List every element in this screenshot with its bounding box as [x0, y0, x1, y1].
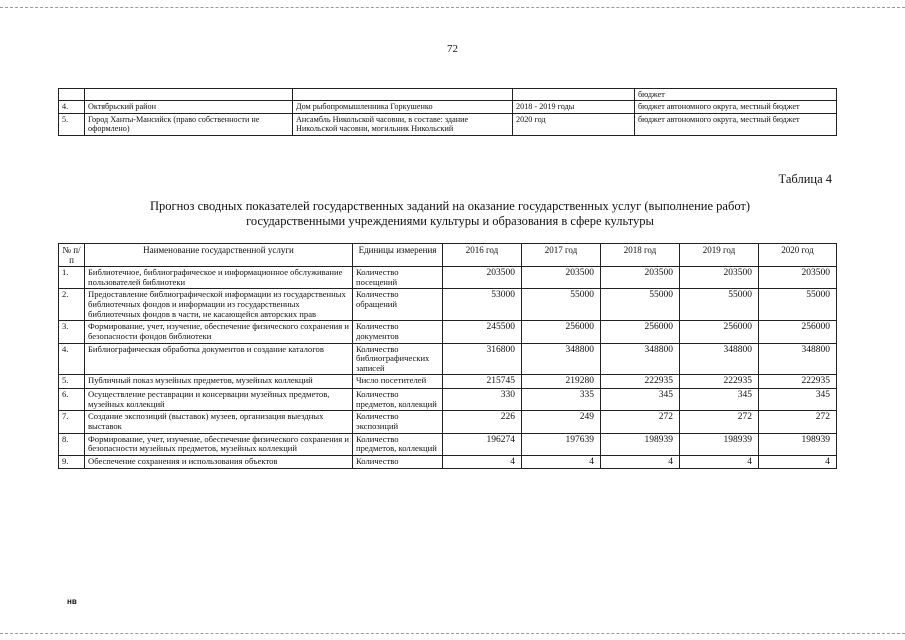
year-value: 4 [522, 455, 601, 469]
object-name [293, 89, 513, 101]
period: 2020 год [513, 113, 635, 135]
row-number: 7. [59, 411, 85, 433]
year-value: 272 [680, 411, 759, 433]
year-value: 198939 [680, 433, 759, 455]
row-number: 5. [59, 113, 85, 135]
year-value: 272 [759, 411, 837, 433]
year-value: 348800 [522, 343, 601, 375]
continuation-row [59, 113, 837, 135]
year-value: 272 [601, 411, 680, 433]
year-value: 222935 [601, 375, 680, 389]
year-value: 245500 [443, 321, 522, 343]
year-value: 53000 [443, 289, 522, 321]
year-value: 316800 [443, 343, 522, 375]
table-row [59, 375, 837, 389]
header-year: 2017 год [522, 244, 601, 267]
page-bottom-edge [0, 633, 905, 634]
unit-of-measure: Количество предметов, коллекций [353, 433, 443, 455]
table-title [60, 199, 840, 229]
year-value: 345 [759, 389, 837, 411]
year-value: 4 [601, 455, 680, 469]
year-value: 222935 [680, 375, 759, 389]
year-value: 348800 [680, 343, 759, 375]
object-name: Дом рыбопромышленника Горкушенко [293, 101, 513, 113]
row-number: 4. [59, 343, 85, 375]
row-number: 9. [59, 455, 85, 469]
year-value: 335 [522, 389, 601, 411]
header-unit: Единицы измерения [353, 244, 443, 267]
year-value: 55000 [522, 289, 601, 321]
year-value: 348800 [759, 343, 837, 375]
year-value: 256000 [759, 321, 837, 343]
year-value: 226 [443, 411, 522, 433]
unit-of-measure: Количество документов [353, 321, 443, 343]
header-row [59, 244, 837, 267]
row-number: 5. [59, 375, 85, 389]
year-value: 197639 [522, 433, 601, 455]
year-value: 256000 [522, 321, 601, 343]
year-value: 55000 [680, 289, 759, 321]
service-name: Публичный показ музейных предметов, музейных коллекций [85, 375, 353, 389]
service-name: Осуществление реставрации и консервации музейных предметов, музейных коллекций [85, 389, 353, 411]
year-value: 203500 [680, 267, 759, 289]
row-number: 4. [59, 101, 85, 113]
year-value: 203500 [601, 267, 680, 289]
year-value: 203500 [443, 267, 522, 289]
year-value: 256000 [601, 321, 680, 343]
year-value: 345 [680, 389, 759, 411]
unit-of-measure: Количество [353, 455, 443, 469]
table-row [59, 289, 837, 321]
year-value: 55000 [759, 289, 837, 321]
unit-of-measure: Количество обращений [353, 289, 443, 321]
continuation-table [58, 88, 837, 136]
period [513, 89, 635, 101]
funding-source: бюджет [635, 89, 837, 101]
header-year: 2019 год [680, 244, 759, 267]
unit-of-measure: Количество библиографических записей [353, 343, 443, 375]
continuation-row [59, 101, 837, 113]
continuation-row [59, 89, 837, 101]
year-value: 198939 [759, 433, 837, 455]
row-number: 2. [59, 289, 85, 321]
year-value: 196274 [443, 433, 522, 455]
table-row [59, 321, 837, 343]
year-value: 249 [522, 411, 601, 433]
page-top-edge [0, 7, 905, 8]
header-num: № п/п [59, 244, 85, 267]
year-value: 203500 [759, 267, 837, 289]
service-name: Библиографическая обработка документов и создание каталогов [85, 343, 353, 375]
table-label: Таблица 4 [778, 172, 832, 186]
row-number: 3. [59, 321, 85, 343]
year-value: 55000 [601, 289, 680, 321]
row-number: 1. [59, 267, 85, 289]
table-row [59, 411, 837, 433]
table-row [59, 267, 837, 289]
service-name: Обеспечение сохранения и использования объектов [85, 455, 353, 469]
district-name: Город Ханты-Мансийск (право собственности не оформлено) [85, 113, 293, 135]
footer-code: нв [67, 597, 77, 606]
year-value: 222935 [759, 375, 837, 389]
header-year: 2018 год [601, 244, 680, 267]
service-name: Формирование, учет, изучение, обеспечение физического сохранения и безопасности музейных предметов, музейных коллекций [85, 433, 353, 455]
table-title-line-2: государственными учреждениями культуры и образования в сфере культуры [246, 214, 654, 228]
service-name: Создание экспозиций (выставок) музеев, организация выездных выставок [85, 411, 353, 433]
unit-of-measure: Число посетителей [353, 375, 443, 389]
header-service: Наименование государственной услуги [85, 244, 353, 267]
unit-of-measure: Количество предметов, коллекций [353, 389, 443, 411]
header-year: 2016 год [443, 244, 522, 267]
year-value: 219280 [522, 375, 601, 389]
table-row [59, 455, 837, 469]
year-value: 348800 [601, 343, 680, 375]
forecast-table [58, 243, 837, 469]
row-number: 8. [59, 433, 85, 455]
year-value: 198939 [601, 433, 680, 455]
table-row [59, 343, 837, 375]
unit-of-measure: Количество посещений [353, 267, 443, 289]
year-value: 345 [601, 389, 680, 411]
year-value: 4 [680, 455, 759, 469]
header-year: 2020 год [759, 244, 837, 267]
table-row [59, 389, 837, 411]
district-name: Октябрьский район [85, 101, 293, 113]
district-name [85, 89, 293, 101]
service-name: Библиотечное, библиографическое и информационное обслуживание пользователей библиотеки [85, 267, 353, 289]
service-name: Формирование, учет, изучение, обеспечение физического сохранения и безопасности фондов библиотеки [85, 321, 353, 343]
service-name: Предоставление библиографической информации из государственных библиотечных фондов и информации из государственных библиотечных фондов в части, не касающейся авторских прав [85, 289, 353, 321]
unit-of-measure: Количество экспозиций [353, 411, 443, 433]
year-value: 215745 [443, 375, 522, 389]
row-number [59, 89, 85, 101]
year-value: 203500 [522, 267, 601, 289]
row-number: 6. [59, 389, 85, 411]
page-number: 72 [447, 43, 458, 55]
object-name: Ансамбль Никольской часовни, в составе: здание Никольской часовни, могильник Никольский [293, 113, 513, 135]
table-title-line-1: Прогноз сводных показателей государственных заданий на оказание государственных услуг (выполнение работ) [149, 199, 751, 213]
table-row [59, 433, 837, 455]
year-value: 330 [443, 389, 522, 411]
year-value: 4 [759, 455, 837, 469]
year-value: 4 [443, 455, 522, 469]
funding-source: бюджет автономного округа, местный бюджет [635, 101, 837, 113]
funding-source: бюджет автономного округа, местный бюджет [635, 113, 837, 135]
year-value: 256000 [680, 321, 759, 343]
period: 2018 - 2019 годы [513, 101, 635, 113]
